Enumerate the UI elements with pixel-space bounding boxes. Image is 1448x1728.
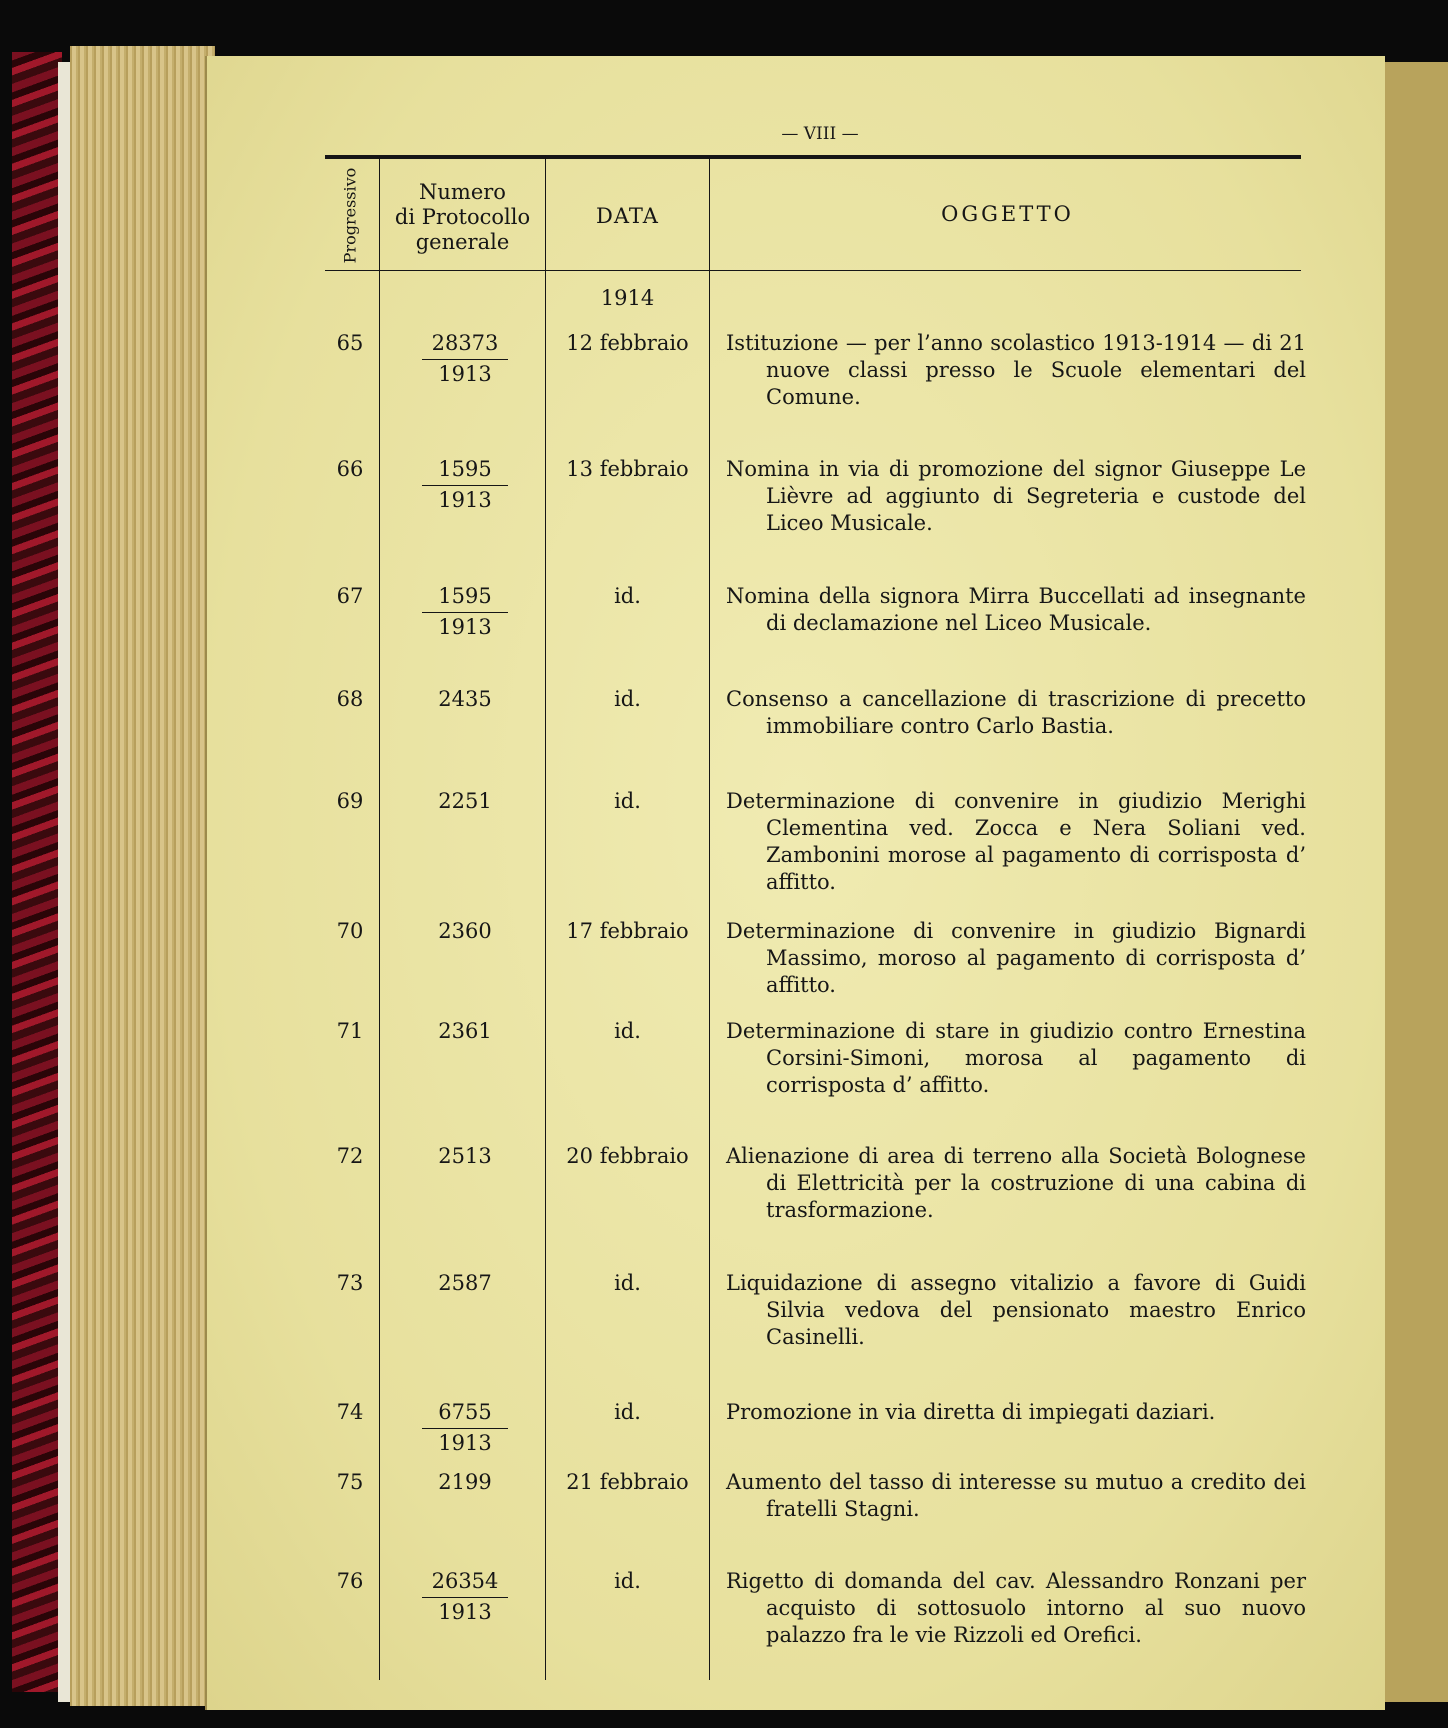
row-data: id. — [614, 789, 641, 813]
header-progressivo-label: Progressivo — [340, 167, 360, 263]
row-protocollo — [410, 1568, 520, 1626]
header-protocollo-line: di Protocollo — [394, 205, 531, 229]
row-data: id. — [614, 584, 641, 608]
row-oggetto: Determinazione di convenire in giudizio Bignardi Massimo, moroso al pagamento di corrisposta d’ affitto. — [726, 919, 1306, 997]
row-data: 20 febbraio — [566, 1144, 689, 1168]
row-protocollo-year: 1913 — [422, 359, 508, 388]
row-protocollo — [410, 330, 520, 388]
row-data: id. — [614, 1019, 641, 1043]
row-data: 21 febbraio — [566, 1470, 689, 1494]
row-data: id. — [614, 1271, 641, 1295]
header-data: DATA — [596, 204, 659, 228]
row-progressivo: 69 — [336, 789, 364, 813]
year-label: 1914 — [600, 286, 655, 310]
row-progressivo: 71 — [336, 1019, 364, 1043]
header-progressivo — [330, 167, 370, 263]
row-oggetto: Determinazione di stare in giudizio contro Ernestina Corsini-Simoni, morosa al pagamento di corrisposta d’ affitto. — [726, 1019, 1306, 1097]
row-protocollo-number: 2435 — [438, 687, 492, 711]
row-protocollo-number: 26354 — [431, 1569, 499, 1593]
row-protocollo — [410, 1270, 520, 1297]
row-protocollo — [410, 918, 520, 945]
row-protocollo-number: 2360 — [438, 919, 492, 943]
row-data: 12 febbraio — [566, 331, 689, 355]
header-top-rule — [325, 155, 1301, 159]
row-protocollo-year: 1913 — [422, 612, 508, 641]
row-progressivo: 74 — [336, 1400, 364, 1424]
row-data: id. — [614, 1569, 641, 1593]
page-edges — [70, 46, 215, 1706]
row-protocollo — [410, 1143, 520, 1170]
row-oggetto: Rigetto di domanda del cav. Alessandro Ronzani per acquisto di sottosuolo intorno al suo nuovo palazzo fra le vie Rizzoli ed Orefici. — [726, 1569, 1306, 1647]
row-progressivo: 66 — [336, 457, 364, 481]
row-protocollo-number: 2251 — [438, 789, 492, 813]
header-bottom-rule — [325, 270, 1301, 271]
header-protocollo-line: Numero — [419, 180, 506, 204]
row-protocollo — [410, 583, 520, 641]
next-page-edge — [1383, 62, 1448, 1702]
row-protocollo — [410, 1399, 520, 1457]
row-oggetto: Istituzione — per l’anno scolastico 1913-1914 — di 21 nuove classi presso le Scuole elementari del Comune. — [726, 331, 1306, 409]
column-divider — [709, 158, 710, 1680]
row-protocollo-number: 28373 — [431, 331, 499, 355]
row-oggetto: Nomina della signora Mirra Buccellati ad insegnante di declamazione nel Liceo Musicale. — [726, 584, 1306, 635]
row-data: id. — [614, 1400, 641, 1424]
row-progressivo: 75 — [336, 1470, 364, 1494]
row-progressivo: 67 — [336, 584, 364, 608]
header-protocollo — [385, 180, 540, 255]
row-protocollo — [410, 788, 520, 815]
row-oggetto: Aumento del tasso di interesse su mutuo a credito dei fratelli Stagni. — [726, 1470, 1306, 1521]
row-protocollo — [410, 1018, 520, 1045]
row-progressivo: 76 — [336, 1569, 364, 1593]
row-progressivo: 70 — [336, 919, 364, 943]
row-oggetto: Liquidazione di assegno vitalizio a favore di Guidi Silvia vedova del pensionato maestro Enrico Casinelli. — [726, 1271, 1306, 1349]
row-data: 17 febbraio — [566, 919, 689, 943]
row-protocollo-number: 2361 — [438, 1019, 492, 1043]
header-oggetto: OGGETTO — [941, 202, 1074, 226]
row-protocollo-year: 1913 — [422, 1428, 508, 1457]
row-oggetto: Alienazione di area di terreno alla Società Bolognese di Elettricità per la costruzione di una cabina di trasformazione. — [726, 1144, 1306, 1222]
row-protocollo — [410, 1469, 520, 1496]
row-data: id. — [614, 687, 641, 711]
row-protocollo — [410, 686, 520, 713]
row-oggetto: Nomina in via di promozione del signor Giuseppe Le Lièvre ad aggiunto di Segreteria e custode del Liceo Musicale. — [726, 457, 1306, 535]
column-divider — [545, 158, 546, 1680]
row-protocollo-number: 2199 — [438, 1470, 492, 1494]
column-divider — [379, 158, 380, 1680]
row-protocollo-number: 1595 — [438, 584, 492, 608]
row-progressivo: 65 — [336, 331, 364, 355]
row-progressivo: 72 — [336, 1144, 364, 1168]
row-data: 13 febbraio — [566, 457, 689, 481]
row-protocollo-year: 1913 — [422, 485, 508, 514]
row-progressivo: 68 — [336, 687, 364, 711]
row-protocollo — [410, 456, 520, 514]
row-progressivo: 73 — [336, 1271, 364, 1295]
row-oggetto: Consenso a cancellazione di trascrizione di precetto immobiliare contro Carlo Bastia. — [726, 687, 1306, 738]
row-protocollo-number: 2513 — [438, 1144, 492, 1168]
header-protocollo-line: generale — [415, 230, 510, 254]
row-oggetto: Determinazione di convenire in giudizio Merighi Clementina ved. Zocca e Nera Soliani ved. Zambonini morose al pagamento di corrisposta d’ affitto. — [726, 789, 1306, 894]
book-cover — [12, 52, 62, 1692]
row-protocollo-year: 1913 — [422, 1597, 508, 1626]
row-protocollo-number: 6755 — [438, 1400, 492, 1424]
row-protocollo-number: 2587 — [438, 1271, 492, 1295]
row-oggetto: Promozione in via diretta di impiegati daziari. — [726, 1400, 1216, 1424]
page-number: — VIII — — [781, 124, 859, 144]
row-protocollo-number: 1595 — [438, 457, 492, 481]
